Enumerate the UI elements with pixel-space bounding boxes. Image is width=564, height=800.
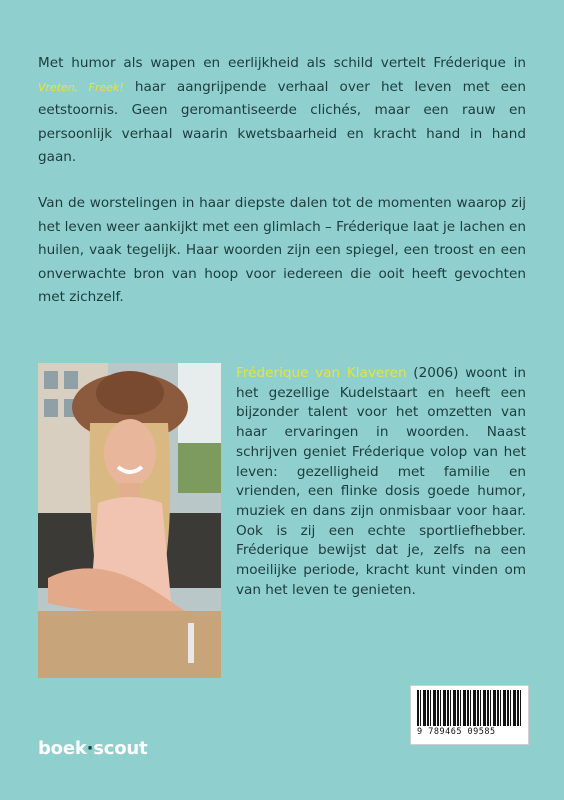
blurb-paragraph-1: Met humor als wapen en eerlijkheid als schild vertelt Fréderique in Vreten, Freek! haar aangrijpende verhaal over het leven met een eetstoornis. Geen geromantiseerde clichés, maar een rauw en persoonlijk verhaal waarin kwetsbaarheid en kracht hand in hand gaan. bbox=[38, 55, 526, 166]
book-title-inline: Vreten, Freek! bbox=[38, 80, 124, 94]
isbn-barcode bbox=[410, 685, 529, 745]
author-birth-year: (2006) bbox=[406, 365, 459, 381]
isbn-digits: 9 789465 09585 bbox=[417, 727, 496, 737]
back-cover-blurb bbox=[38, 52, 526, 332]
publisher-logo: boek·scout bbox=[38, 738, 148, 759]
blurb-paragraph-2: Van de worstelingen in haar diepste dalen tot de momenten waarop zij het leven weer aankijkt met een glimlach – Fréderique laat je lachen en huilen, vaak tegelijk. Haar woorden zijn een spiegel, een troost en een onverwachte bron van hoop voor iedereen die ooit heeft gevochten met zichzelf. bbox=[38, 194, 526, 306]
barcode-bars bbox=[417, 690, 521, 726]
author-name: Fréderique van Klaveren bbox=[236, 365, 407, 381]
author-bio-text: woont in het gezellige Kudelstaart en heeft een bijzonder talent voor het omzetten van haar ervaringen in woorden. Naast schrijven geniet Fréderique volop van het leven: gezelligheid met familie en vrienden, een flinke dosis goede humor, muziek en dans zijn onmisbaar voor haar. Ook is zij een echte sportliefhebber. Fréderique bewijst dat je, zelfs na een moeilijke periode, kracht kunt vinden om van het leven te genieten. bbox=[236, 365, 526, 598]
author-photo bbox=[38, 363, 221, 678]
author-bio bbox=[236, 364, 526, 600]
